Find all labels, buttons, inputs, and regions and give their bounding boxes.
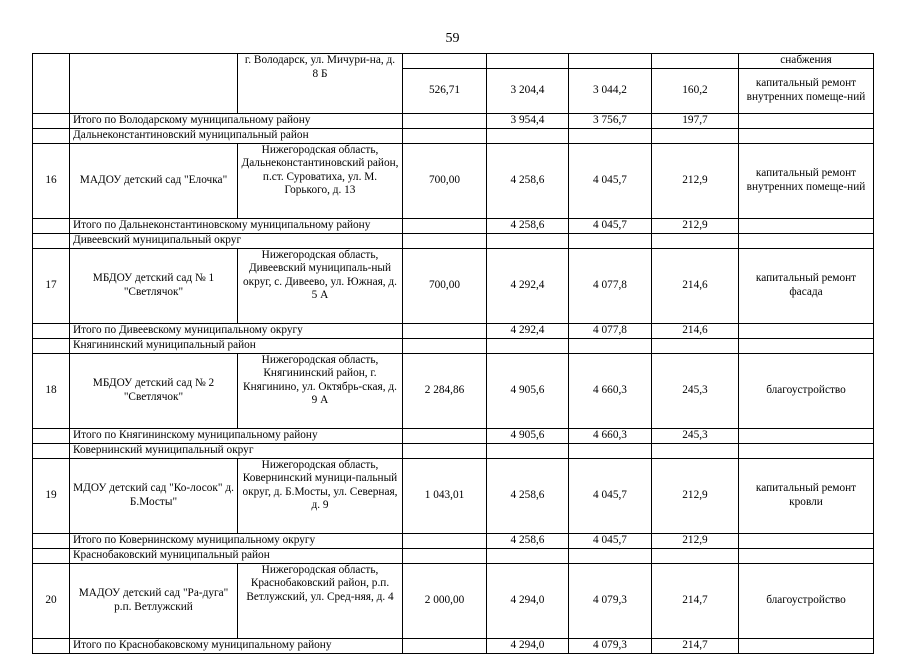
value-cell: 212,9 bbox=[652, 533, 739, 548]
empty-cell bbox=[652, 443, 739, 458]
work-type-cell: снабжения bbox=[739, 54, 874, 69]
empty-cell bbox=[739, 128, 874, 143]
value-cell: 214,6 bbox=[652, 323, 739, 338]
table-row bbox=[33, 54, 874, 69]
cost-cell: 526,71 bbox=[403, 68, 487, 113]
table-row bbox=[33, 458, 874, 533]
work-type-cell: благоустройство bbox=[739, 563, 874, 638]
empty-cell bbox=[652, 233, 739, 248]
value-cell: 4 045,7 bbox=[569, 218, 652, 233]
num-cell bbox=[33, 128, 70, 143]
table-row bbox=[33, 218, 874, 233]
empty-cell bbox=[739, 428, 874, 443]
objects-table bbox=[32, 53, 874, 654]
value-cell: 212,9 bbox=[652, 143, 739, 218]
empty-cell bbox=[739, 533, 874, 548]
value-cell: 3 204,4 bbox=[487, 68, 569, 113]
cost-cell: 1 043,01 bbox=[403, 458, 487, 533]
empty-cell bbox=[652, 54, 739, 69]
value-cell: 4 660,3 bbox=[569, 353, 652, 428]
value-cell: 4 045,7 bbox=[569, 533, 652, 548]
empty-cell bbox=[652, 548, 739, 563]
empty-cell bbox=[403, 128, 487, 143]
value-cell: 245,3 bbox=[652, 428, 739, 443]
num-cell bbox=[33, 443, 70, 458]
empty-cell bbox=[739, 338, 874, 353]
table-row bbox=[33, 113, 874, 128]
cost-cell: 700,00 bbox=[403, 143, 487, 218]
empty-cell bbox=[403, 113, 487, 128]
table-row bbox=[33, 638, 874, 653]
value-cell: 4 905,6 bbox=[487, 428, 569, 443]
address-cell: Нижегородская область, Дальнеконстантиновский район, п.ст. Суроватиха, ул. М. Горького, д. 13 bbox=[238, 143, 403, 218]
empty-cell bbox=[569, 233, 652, 248]
empty-cell bbox=[569, 338, 652, 353]
empty-cell bbox=[403, 533, 487, 548]
empty-cell bbox=[652, 128, 739, 143]
table-row bbox=[33, 143, 874, 218]
empty-cell bbox=[403, 323, 487, 338]
num-cell bbox=[33, 533, 70, 548]
num-cell bbox=[33, 54, 70, 114]
num-cell bbox=[33, 323, 70, 338]
work-type-cell: капитальный ремонт фасада bbox=[739, 248, 874, 323]
work-type-cell: капитальный ремонт кровли bbox=[739, 458, 874, 533]
value-cell: 4 292,4 bbox=[487, 248, 569, 323]
address-cell: Нижегородская область, Краснобаковский район, р.п. Ветлужский, ул. Сред-няя, д. 4 bbox=[238, 563, 403, 638]
institution-name: МБДОУ детский сад № 1 "Светлячок" bbox=[70, 248, 238, 323]
work-type-cell: капитальный ремонт внутренних помеще-ний bbox=[739, 68, 874, 113]
empty-cell bbox=[739, 233, 874, 248]
institution-name: МАДОУ детский сад "Елочка" bbox=[70, 143, 238, 218]
value-cell: 4 258,6 bbox=[487, 533, 569, 548]
empty-cell bbox=[487, 54, 569, 69]
total-label: Итого по Дальнеконстантиновскому муниципальному району bbox=[70, 218, 403, 233]
value-cell: 212,9 bbox=[652, 458, 739, 533]
empty-cell bbox=[739, 443, 874, 458]
cost-cell: 2 284,86 bbox=[403, 353, 487, 428]
empty-cell bbox=[569, 443, 652, 458]
address-cell: Нижегородская область, Дивеевский муниципаль-ный округ, с. Дивеево, ул. Южная, д. 5 А bbox=[238, 248, 403, 323]
empty-cell bbox=[569, 128, 652, 143]
row-number: 20 bbox=[33, 563, 70, 638]
empty-cell bbox=[487, 548, 569, 563]
value-cell: 160,2 bbox=[652, 68, 739, 113]
table-row bbox=[33, 548, 874, 563]
value-cell: 4 258,6 bbox=[487, 218, 569, 233]
address-cell: г. Володарск, ул. Мичури-на, д. 8 Б bbox=[238, 54, 403, 114]
value-cell: 3 756,7 bbox=[569, 113, 652, 128]
total-label: Итого по Княгининскому муниципальному району bbox=[70, 428, 403, 443]
district-heading: Княгининский муниципальный район bbox=[70, 338, 403, 353]
num-cell bbox=[33, 218, 70, 233]
total-label: Итого по Володарскому муниципальному району bbox=[70, 113, 403, 128]
empty-cell bbox=[652, 338, 739, 353]
work-type-cell: капитальный ремонт внутренних помеще-ний bbox=[739, 143, 874, 218]
row-number: 17 bbox=[33, 248, 70, 323]
cost-cell: 2 000,00 bbox=[403, 563, 487, 638]
table-body bbox=[33, 54, 874, 654]
row-number: 19 bbox=[33, 458, 70, 533]
value-cell: 4 077,8 bbox=[569, 248, 652, 323]
cost-cell: 700,00 bbox=[403, 248, 487, 323]
empty-cell bbox=[487, 233, 569, 248]
value-cell: 4 079,3 bbox=[569, 638, 652, 653]
empty-cell bbox=[403, 233, 487, 248]
value-cell: 212,9 bbox=[652, 218, 739, 233]
district-heading: Ковернинский муниципальный округ bbox=[70, 443, 403, 458]
value-cell: 4 258,6 bbox=[487, 143, 569, 218]
district-heading: Дивеевский муниципальный округ bbox=[70, 233, 403, 248]
num-cell bbox=[33, 548, 70, 563]
table-row bbox=[33, 233, 874, 248]
empty-cell bbox=[487, 338, 569, 353]
empty-cell bbox=[739, 548, 874, 563]
empty-cell bbox=[569, 54, 652, 69]
num-cell bbox=[33, 428, 70, 443]
total-label: Итого по Дивеевскому муниципальному округу bbox=[70, 323, 403, 338]
value-cell: 4 077,8 bbox=[569, 323, 652, 338]
empty-cell bbox=[403, 54, 487, 69]
value-cell: 214,6 bbox=[652, 248, 739, 323]
value-cell: 4 660,3 bbox=[569, 428, 652, 443]
table-row bbox=[33, 443, 874, 458]
table-row bbox=[33, 323, 874, 338]
value-cell: 3 954,4 bbox=[487, 113, 569, 128]
value-cell: 214,7 bbox=[652, 563, 739, 638]
empty-cell bbox=[403, 638, 487, 653]
row-number: 16 bbox=[33, 143, 70, 218]
district-heading: Дальнеконстантиновский муниципальный район bbox=[70, 128, 403, 143]
value-cell: 4 258,6 bbox=[487, 458, 569, 533]
empty-cell bbox=[403, 338, 487, 353]
table-row bbox=[33, 353, 874, 428]
num-cell bbox=[33, 338, 70, 353]
num-cell bbox=[33, 113, 70, 128]
page-number: 59 bbox=[445, 31, 460, 46]
empty-cell bbox=[487, 443, 569, 458]
value-cell: 214,7 bbox=[652, 638, 739, 653]
value-cell: 4 294,0 bbox=[487, 563, 569, 638]
district-heading: Краснобаковский муниципальный район bbox=[70, 548, 403, 563]
table-row bbox=[33, 128, 874, 143]
value-cell: 4 045,7 bbox=[569, 143, 652, 218]
value-cell: 4 292,4 bbox=[487, 323, 569, 338]
value-cell: 4 045,7 bbox=[569, 458, 652, 533]
num-cell bbox=[33, 233, 70, 248]
institution-name: МАДОУ детский сад "Ра-дуга" р.п. Ветлужский bbox=[70, 563, 238, 638]
empty-cell bbox=[739, 323, 874, 338]
work-type-cell: благоустройство bbox=[739, 353, 874, 428]
empty-cell bbox=[403, 443, 487, 458]
table-row bbox=[33, 338, 874, 353]
value-cell: 245,3 bbox=[652, 353, 739, 428]
table-row bbox=[33, 428, 874, 443]
table-row bbox=[33, 248, 874, 323]
value-cell: 3 044,2 bbox=[569, 68, 652, 113]
total-label: Итого по Краснобаковскому муниципальному району bbox=[70, 638, 403, 653]
empty-cell bbox=[403, 428, 487, 443]
address-cell: Нижегородская область, Княгининский район, г. Княгинино, ул. Октябрь-ская, д. 9 А bbox=[238, 353, 403, 428]
institution-name: МБДОУ детский сад № 2 "Светлячок" bbox=[70, 353, 238, 428]
empty-cell bbox=[569, 548, 652, 563]
institution-name: МДОУ детский сад "Ко-лосок" д. Б.Мосты" bbox=[70, 458, 238, 533]
empty-cell bbox=[403, 548, 487, 563]
empty-cell bbox=[739, 218, 874, 233]
value-cell: 4 079,3 bbox=[569, 563, 652, 638]
num-cell bbox=[33, 638, 70, 653]
empty-cell bbox=[403, 218, 487, 233]
empty-cell bbox=[739, 638, 874, 653]
table-row bbox=[33, 533, 874, 548]
empty-cell bbox=[739, 113, 874, 128]
name-cell bbox=[70, 54, 238, 114]
address-cell: Нижегородская область, Ковернинский муници-пальный округ, д. Б.Мосты, ул. Северная, д. 9 bbox=[238, 458, 403, 533]
value-cell: 4 294,0 bbox=[487, 638, 569, 653]
value-cell: 4 905,6 bbox=[487, 353, 569, 428]
empty-cell bbox=[487, 128, 569, 143]
table-row bbox=[33, 563, 874, 638]
value-cell: 197,7 bbox=[652, 113, 739, 128]
total-label: Итого по Ковернинскому муниципальному округу bbox=[70, 533, 403, 548]
row-number: 18 bbox=[33, 353, 70, 428]
